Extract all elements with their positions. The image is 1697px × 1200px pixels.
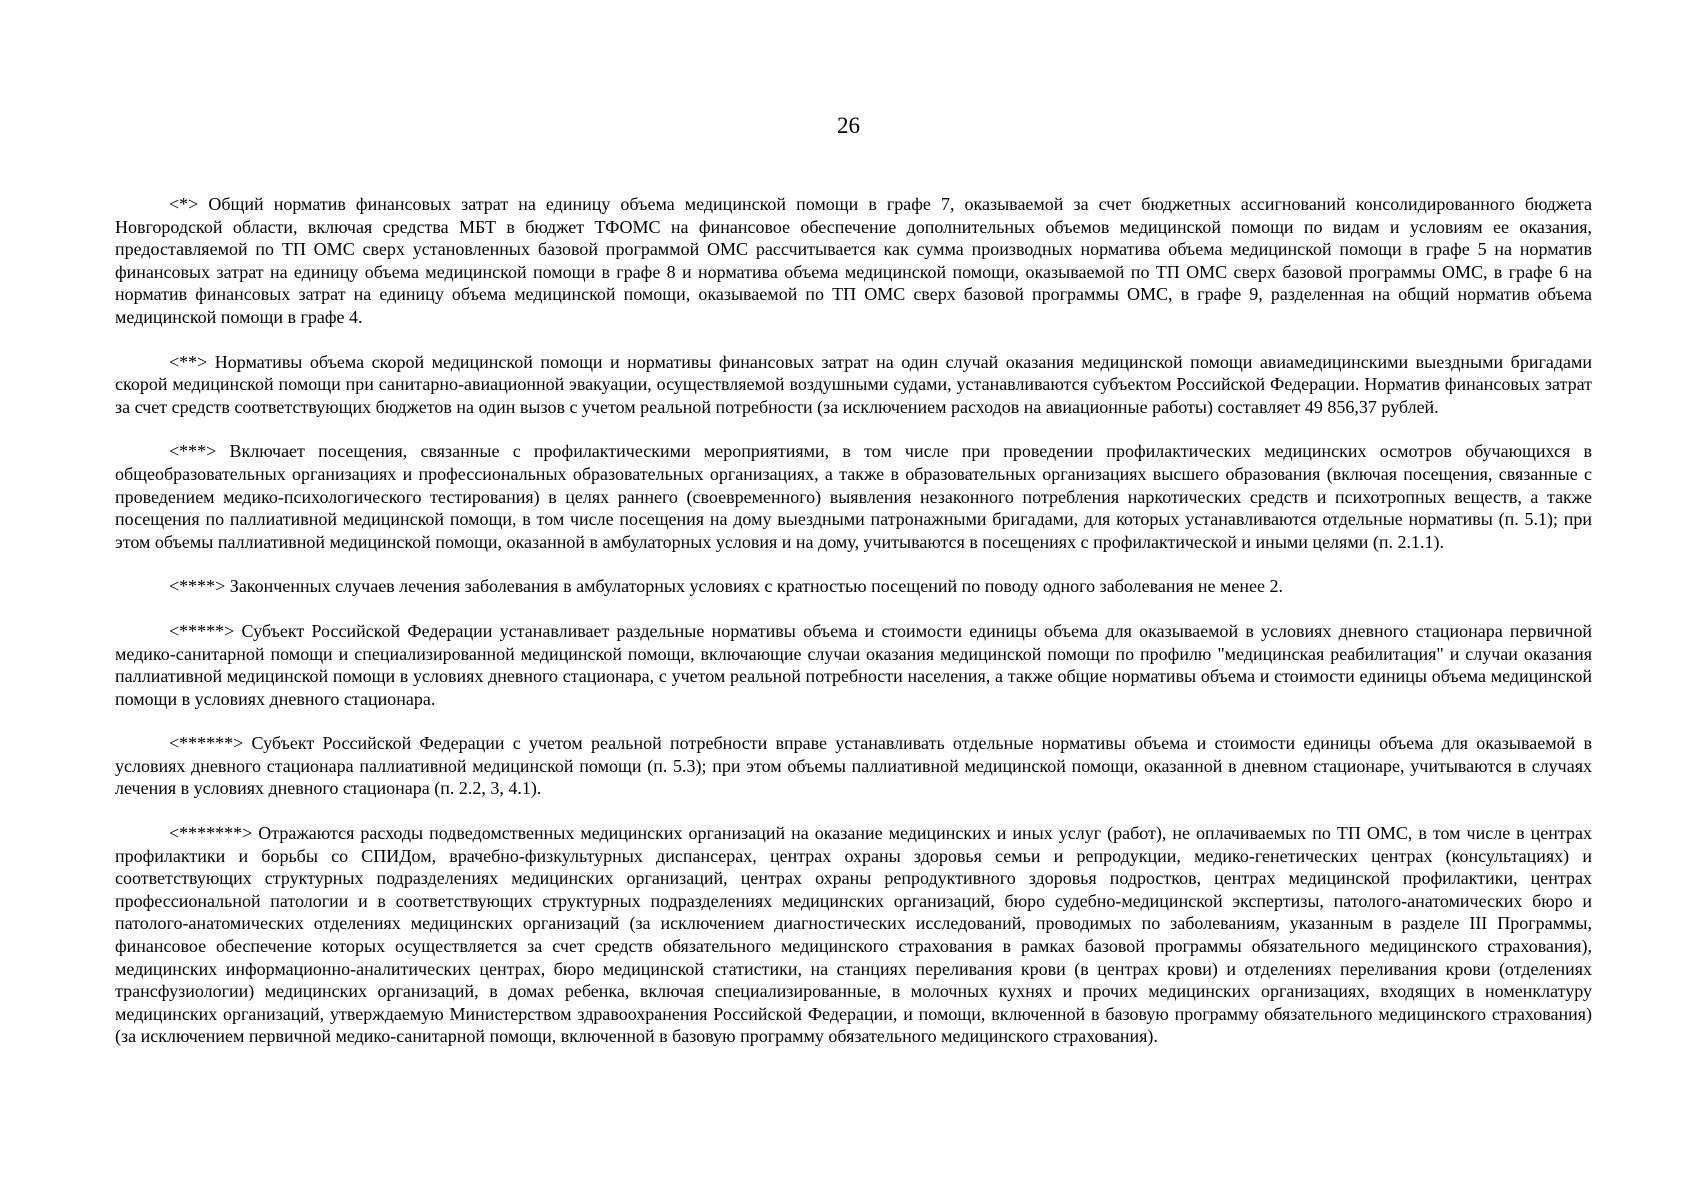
footnote-4: <****> Законченных случаев лечения заболевания в амбулаторных условиях с кратностью посещений по поводу одного заболевания не менее 2. [169,576,1284,597]
footnote-1: <*> Общий норматив финансовых затрат на единицу объема медицинской помощи в графе 7, оказываемой за счет бюджетных ассигнований консолидированного бюджета Новгородской области, включая средства МБТ в бюджет ТФОМС на финансовое обеспечение дополнительных объемов медицинской помощи по видам и условиям ее оказания, предоставляемой по ТП ОМС сверх установленных базовой программой ОМС рассчитывается как сумма производных норматива объема медицинской помощи в графе 5 на норматив финансовых затрат на единицу объема медицинской помощи в графе 8 и норматива объема медицинской помощи, оказываемой по ТП ОМС сверх базовой программы ОМС, в графе 6 на норматив финансовых затрат на единицу объема медицинской помощи, оказываемой по ТП ОМС сверх базовой программы ОМС, в графе 9, разделенная на общий норматив объема медицинской помощи в графе 4. [115,194,1592,327]
footnote-3: <***> Включает посещения, связанные с профилактическими мероприятиями, в том числе при проведении профилактических медицинских осмотров обучающихся в общеобразовательных организациях и профессиональных образовательных организациях, а также в образовательных организациях высшего образования (включая посещения, связанные с проведением медико-психологического тестирования) в целях раннего (своевременного) выявления незаконного потребления наркотических средств и психотропных веществ, а также посещения по паллиативной медицинской помощи, в том числе посещения на дому выездными патронажными бригадами, для которых устанавливаются отдельные нормативы (п. 5.1); при этом объемы паллиативной медицинской помощи, оказанной в амбулаторных условия и на дому, учитываются в посещениях с профилактической и иными целями (п. 2.1.1). [115,441,1592,552]
footnote-2: <**> Нормативы объема скорой медицинской помощи и нормативы финансовых затрат на один случай оказания медицинской помощи авиамедицинскими выездными бригадами скорой медицинской помощи при санитарно-авиационной эвакуации, осуществляемой воздушными судами, устанавливаются субъектом Российской Федерации. Норматив финансовых затрат за счет средств соответствующих бюджетов на один вызов с учетом реальной потребности (за исключением расходов на авиационные работы) составляет 49 856,37 рублей. [115,351,1592,417]
footnote-5: <*****> Субъект Российской Федерации устанавливает раздельные нормативы объема и стоимости единицы объема для оказываемой в условиях дневного стационара первичной медико-санитарной помощи и специализированной медицинской помощи, включающие случаи оказания медицинской помощи по профилю "медицинская реабилитация" и случаи оказания паллиативной медицинской помощи в условиях дневного стационара, с учетом реальной потребности населения, а также общие нормативы объема и стоимости единицы объема медицинской помощи в условиях дневного стационара. [115,620,1592,709]
page-number: 26 [837,113,860,138]
footnote-6: <******> Субъект Российской Федерации с учетом реальной потребности вправе устанавливать отдельные нормативы объема и стоимости единицы объема для оказываемой в условиях дневного стационара паллиативной медицинской помощи (п. 5.3); при этом объемы паллиативной медицинской помощи, оказанной в дневном стационаре, учитываются в случаях лечения в условиях дневного стационара (п. 2.2, 3, 4.1). [115,733,1592,799]
footnote-7: <*******> Отражаются расходы подведомственных медицинских организаций на оказание медицинских и иных услуг (работ), не оплачиваемых по ТП ОМС, в том числе в центрах профилактики и борьбы со СПИДом, врачебно-физкультурных диспансерах, центрах охраны здоровья семьи и репродукции, медико-генетических центрах (консультациях) и соответствующих структурных подразделениях медицинских организаций, центрах охраны репродуктивного здоровья подростков, центрах медицинской профилактики, центрах профессиональной патологии и в соответствующих структурных подразделениях медицинских организаций, бюро судебно-медицинской экспертизы, патолого-анатомических бюро и патолого-анатомических отделениях медицинских организаций (за исключением диагностических исследований, проводимых по заболеваниям, указанным в разделе III Программы, финансовое обеспечение которых осуществляется за счет средств обязательного медицинского страхования в рамках базовой программы обязательного медицинского страхования), медицинских информационно-аналитических центрах, бюро медицинской статистики, на станциях переливания крови (в центрах крови) и отделениях переливания крови (отделениях трансфузиологии) медицинских организаций, в домах ребенка, включая специализированные, в молочных кухнях и прочих медицинских организациях, входящих в номенклатуру медицинских организаций, утверждаемую Министерством здравоохранения Российской Федерации, и помощи, включенной в базовую программу обязательного медицинского страхования) (за исключением первичной медико-санитарной помощи, включенной в базовую программу обязательного медицинского страхования). [115,823,1592,1047]
footnotes [115,193,1592,1070]
